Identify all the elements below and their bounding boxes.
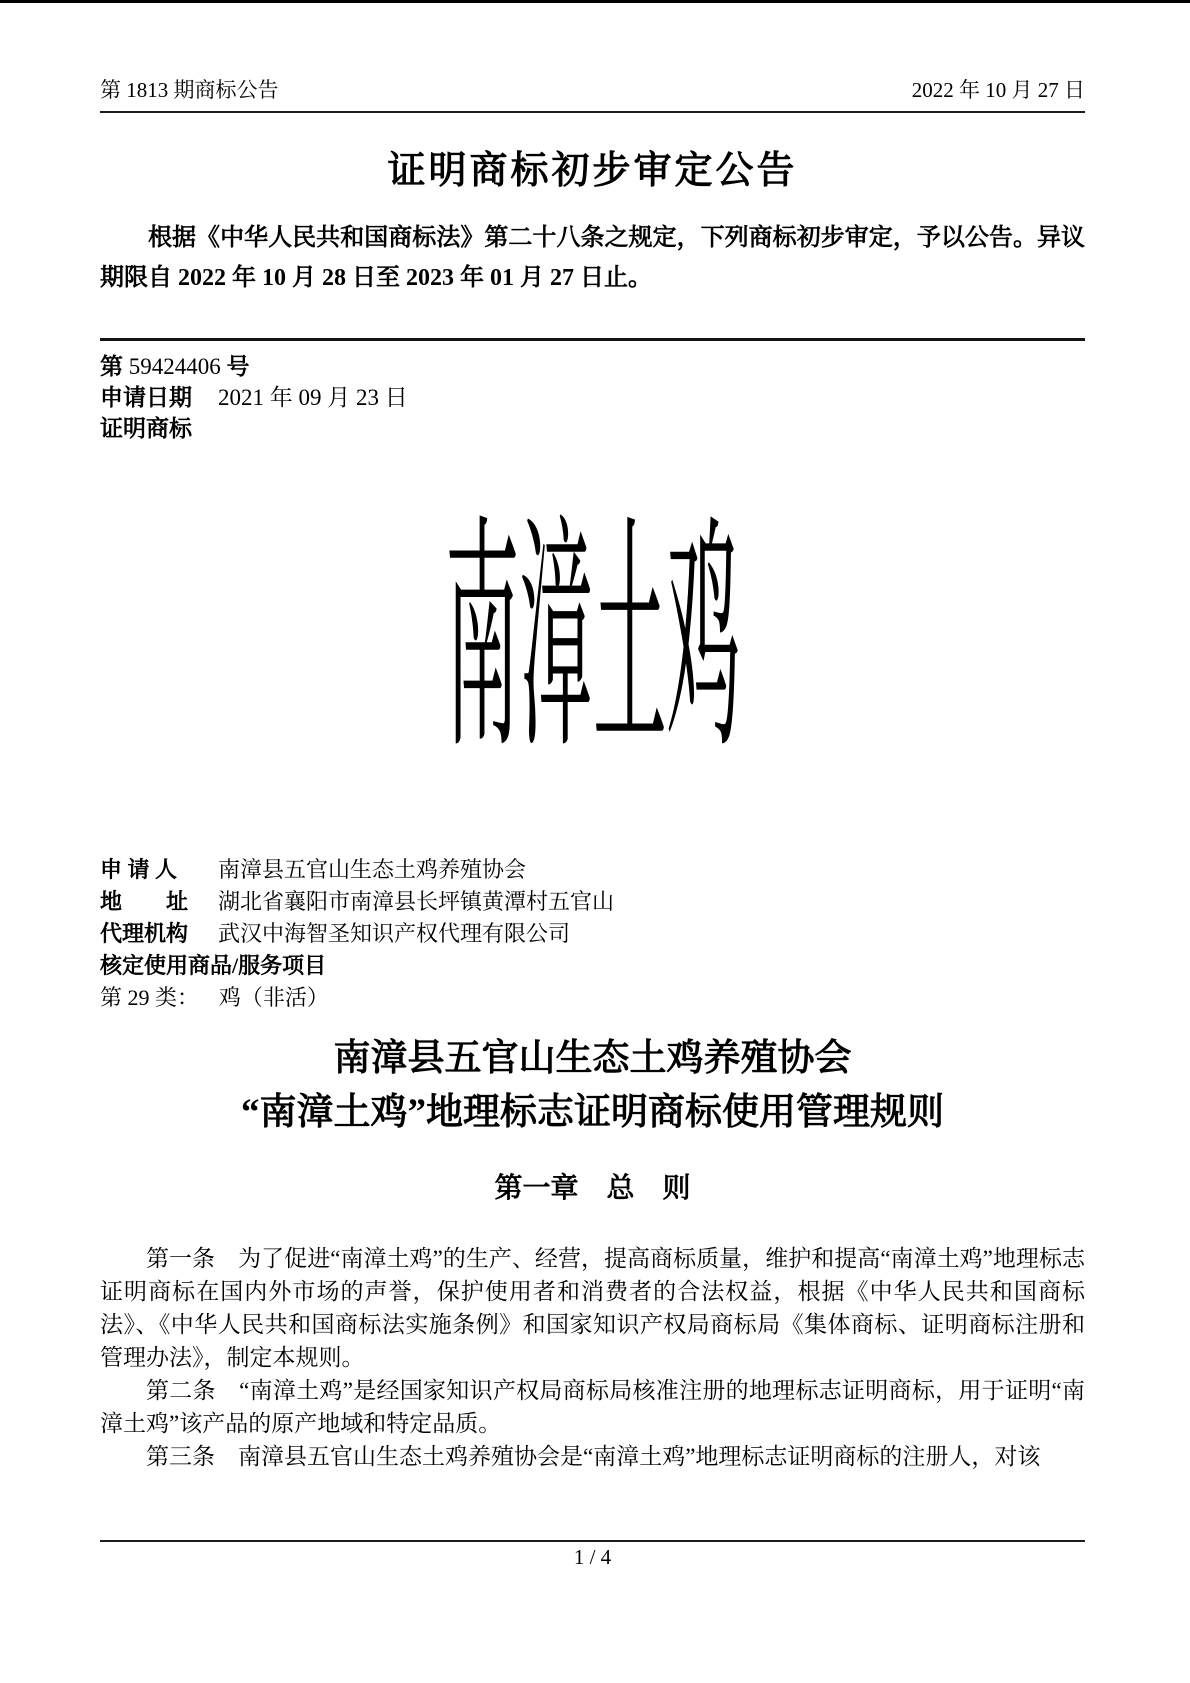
announcement-title: 证明商标初步审定公告 [387, 150, 798, 193]
goods-class-value: 鸡（非活） [218, 985, 329, 1011]
trademark-text: 南漳土鸡 [444, 506, 741, 779]
page-footer [100, 1540, 1085, 1570]
mark-type-label: 证明商标 [100, 416, 192, 442]
rules-title-line1: 南漳县五官山生态土鸡养殖协会 [333, 1038, 852, 1080]
application-date-value: 2021 年 09 月 23 日 [218, 385, 408, 411]
trademark-image [100, 464, 1085, 824]
registration-number: 59424406 [123, 354, 227, 380]
applicant-row [100, 854, 1085, 886]
applicant-block [100, 854, 1085, 1014]
application-date-label: 申请日期 [100, 385, 192, 411]
chapter-heading: 第一章 总 则 [494, 1173, 691, 1205]
goods-class-label: 第 29 类： [100, 985, 200, 1011]
rules-paragraph-1: 第一条 为了促进“南漳土鸡”的生产、经营，提高商标质量，维护和提高“南漳土鸡”地理标志证明商标在国内外市场的声誉，保护使用者和消费者的合法权益，根据《中华人民共和国商标法》、《中华人民共和国商标法实施条例》和国家知识产权局商标局《集体商标、证明商标注册和管理办法》，制定本规则。 [100, 1246, 1085, 1371]
header-rule [100, 111, 1085, 113]
rules-body [100, 1242, 1085, 1473]
registration-number-prefix: 第 [100, 354, 123, 380]
applicant-value: 南漳县五官山生态土鸡养殖协会 [218, 857, 527, 883]
registration-block [100, 351, 1085, 444]
gazette-issue-number: 第 1813 期商标公告 [100, 78, 279, 102]
goods-services-heading: 核定使用商品/服务项目 [100, 953, 327, 979]
goods-class-row [100, 982, 1085, 1014]
applicant-label: 申 请 人 [100, 857, 178, 883]
agency-value: 武汉中海智圣知识产权代理有限公司 [218, 921, 571, 947]
announcement-intro: 根据《中华人民共和国商标法》第二十八条之规定，下列商标初步审定，予以公告。异议期限自 2022 年 10 月 28 日至 2023 年 01 月 27 日止。 [100, 225, 1085, 292]
rules-paragraph-2: 第二条 “南漳土鸡”是经国家知识产权局商标局核准注册的地理标志证明商标，用于证明“南漳土鸡”该产品的原产地域和特定品质。 [100, 1378, 1085, 1437]
agency-row [100, 918, 1085, 950]
registration-number-suffix: 号 [226, 354, 250, 380]
application-date-row [100, 382, 1085, 413]
rules-title [100, 1032, 1085, 1140]
mark-type-row [100, 413, 1085, 444]
rules-paragraph-3: 第三条 南漳县五官山生态土鸡养殖协会是“南漳土鸡”地理标志证明商标的注册人，对该 [146, 1444, 1041, 1470]
registration-number-row [100, 351, 1085, 382]
agency-label: 代理机构 [100, 921, 189, 947]
publication-date: 2022 年 10 月 27 日 [911, 78, 1085, 102]
section-divider-rule [100, 338, 1085, 341]
scan-top-edge [0, 0, 1190, 3]
address-label: 地 址 [100, 889, 189, 915]
document-header [100, 0, 1085, 103]
address-value: 湖北省襄阳市南漳县长坪镇黄潭村五官山 [218, 889, 615, 915]
rules-title-line2: “南漳土鸡”地理标志证明商标使用管理规则 [241, 1092, 944, 1134]
page-number: 1 / 4 [573, 1545, 612, 1569]
address-row [100, 886, 1085, 918]
